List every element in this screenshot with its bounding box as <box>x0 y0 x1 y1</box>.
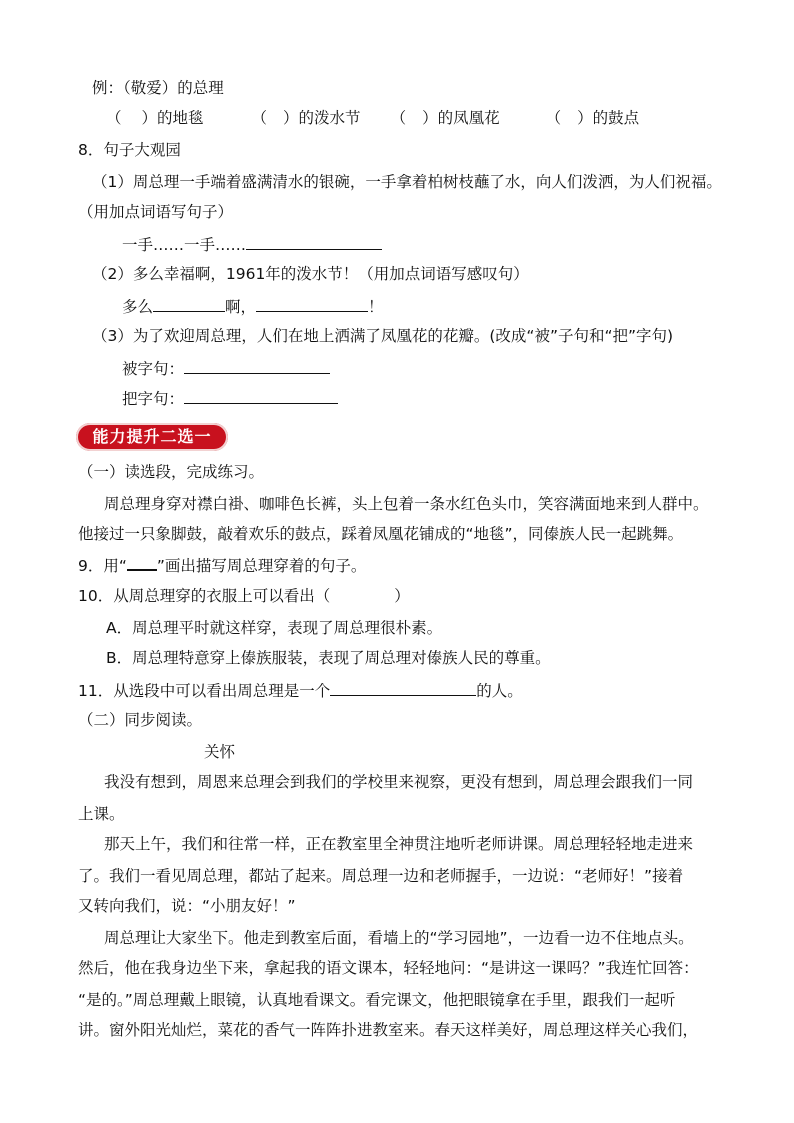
blank-label: ）的泼水节 <box>283 109 361 127</box>
question-text: ） <box>394 587 410 605</box>
question-10 <box>78 586 410 606</box>
article-title: 关怀 <box>204 743 236 761</box>
question-text: 10．从周总理穿的衣服上可以看出（ <box>78 587 331 605</box>
pattern-text: 啊， <box>225 298 257 316</box>
blank-label: ）的鼓点 <box>577 109 640 127</box>
sentence-1-answer <box>122 234 382 255</box>
answer-blank[interactable] <box>256 296 368 312</box>
sentence-1-instruction: （用加点词语写句子） <box>78 203 234 221</box>
article-line: 那天上午，我们和往常一样，正在教室里全神贯注地听老师讲课。周总理轻轻地走进来 <box>104 835 694 853</box>
option-b[interactable]: B．周总理特意穿上傣族服装，表现了周总理对傣族人民的尊重。 <box>106 649 551 667</box>
article-line: 讲。窗外阳光灿烂，菜花的香气一阵阵扑进教室来。春天这样美好，周总理这样关心我们， <box>78 1021 699 1039</box>
question-text: 的人。 <box>476 682 523 700</box>
passage-line: 他接过一只象脚鼓，敲着欢乐的鼓点，踩着凤凰花铺成的“地毯”，同傣族人民一起跳舞。 <box>78 525 684 543</box>
passive-answer <box>122 358 330 379</box>
passage-line: 周总理身穿对襟白褂、咖啡色长裤，头上包着一条水红色头巾，笑容满面地来到人群中。 <box>104 495 709 513</box>
option-a[interactable]: A．周总理平时就这样穿，表现了周总理很朴素。 <box>106 619 443 637</box>
question-text: 9．用“ <box>78 557 127 575</box>
sentence-1: （1）周总理一手端着盛满清水的银碗，一手拿着柏树枝蘸了水，向人们泼洒，为人们祝福。 <box>92 173 722 191</box>
paren-open: （ <box>545 109 562 127</box>
article-line: 然后，他在我身边坐下来，拿起我的语文课本，轻轻地问：“是讲这一课吗？”我连忙回答： <box>78 959 699 977</box>
part-1-title: （一）读选段，完成练习。 <box>78 463 265 481</box>
sentence-3: （3）为了欢迎周总理，人们在地上洒满了凤凰花的花瓣。(改成“被”子句和“把”字句) <box>92 327 674 345</box>
paren-open: （ <box>106 109 122 127</box>
answer-blank[interactable] <box>184 358 330 374</box>
ba-answer <box>122 388 338 409</box>
question-9 <box>78 556 366 576</box>
fill-blanks-row <box>106 108 639 128</box>
question-11 <box>78 680 523 701</box>
section-banner <box>76 423 228 451</box>
paren-open: （ <box>390 109 407 127</box>
pattern-text: 一手……一手…… <box>122 236 247 254</box>
answer-label: 把字句： <box>122 390 185 408</box>
sentence-2-answer <box>122 296 384 317</box>
question-8-title: 8．句子大观园 <box>78 141 181 159</box>
answer-label: 被字句： <box>122 360 185 378</box>
paren-open: （ <box>251 109 268 127</box>
article-line: 我没有想到，周恩来总理会到我们的学校里来视察，更没有想到，周总理会跟我们一同 <box>104 773 694 791</box>
pattern-text: ！ <box>368 298 384 316</box>
sentence-2: （2）多么幸福啊，1961年的泼水节！（用加点词语写感叹句） <box>92 265 529 283</box>
underline-sample <box>127 557 157 571</box>
article-line: “是的。”周总理戴上眼镜，认真地看课文。看完课文，他把眼镜拿在手里，跟我们一起听 <box>78 991 676 1009</box>
question-text: 11．从选段中可以看出周总理是一个 <box>78 682 331 700</box>
article-line: 了。我们一看见周总理，都站了起来。周总理一边和老师握手，一边说：“老师好！”接着 <box>78 867 684 885</box>
line-example: 例：（敬爱）的总理 <box>92 79 224 97</box>
answer-blank[interactable] <box>153 296 225 312</box>
article-line: 上课。 <box>78 805 125 823</box>
blank-label: ）的凤凰花 <box>422 109 500 127</box>
answer-blank[interactable] <box>184 388 338 404</box>
article-line: 周总理让大家坐下。他走到教室后面，看墙上的“学习园地”，一边看一边不住地点头。 <box>104 929 694 947</box>
answer-blank[interactable] <box>330 680 476 696</box>
part-2-title: （二）同步阅读。 <box>78 711 203 729</box>
pattern-text: 多么 <box>122 298 154 316</box>
blank-label: ）的地毯 <box>141 109 204 127</box>
answer-blank[interactable] <box>246 234 382 250</box>
banner-text: 能力提升二选一 <box>92 427 212 446</box>
article-line: 又转向我们，说：“小朋友好！” <box>78 897 296 915</box>
question-text: ”画出描写周总理穿着的句子。 <box>156 557 367 575</box>
